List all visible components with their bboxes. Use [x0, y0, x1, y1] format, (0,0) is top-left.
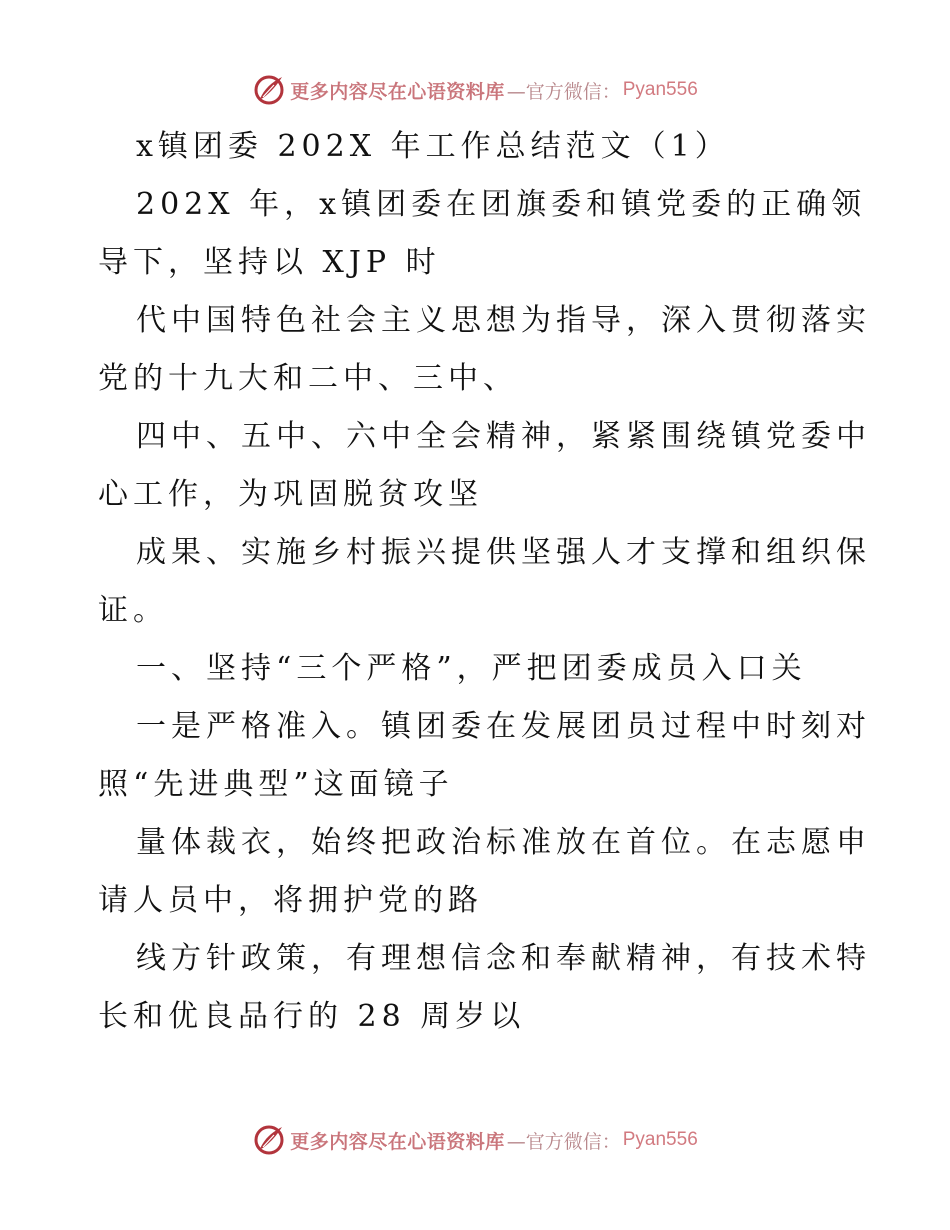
doc-line: 导下，坚持以 XJP 时: [98, 245, 441, 280]
doc-line: 证。: [98, 593, 168, 628]
doc-line: 线方针政策，有理想信念和奉献精神，有技术特: [136, 941, 871, 976]
doc-line: 202X 年，x镇团委在团旗委和镇党委的正确领: [136, 187, 867, 222]
header-watermark: [0, 68, 950, 112]
doc-title: x镇团委 202X 年工作总结范文（1）: [136, 129, 730, 164]
feather-pen-logo-icon: [252, 1123, 286, 1157]
doc-line: 长和优良品行的 28 周岁以: [98, 999, 526, 1034]
doc-line: 请人员中，将拥护党的路: [98, 883, 483, 918]
doc-line: 一是严格准入。镇团委在发展团员过程中时刻对: [136, 709, 871, 744]
watermark-sub-text: —官方微信：: [506, 1130, 621, 1153]
watermark-wechat-id: Pyan556: [622, 1129, 698, 1150]
doc-line: 心工作，为巩固脱贫攻坚: [98, 477, 483, 512]
watermark-main-text: 更多内容尽在心语资料库: [290, 1130, 505, 1153]
feather-pen-logo-icon: [252, 73, 286, 107]
doc-line: 四中、五中、六中全会精神，紧紧围绕镇党委中: [136, 419, 871, 454]
doc-line: 量体裁衣，始终把政治标准放在首位。在志愿申: [136, 825, 871, 860]
watermark-sub-text: —官方微信：: [506, 80, 621, 103]
doc-line: 照“先进典型”这面镜子: [98, 767, 454, 802]
doc-line: 党的十九大和二中、三中、: [98, 361, 518, 396]
doc-line: 代中国特色社会主义思想为指导，深入贯彻落实: [136, 303, 871, 338]
doc-line: 成果、实施乡村振兴提供坚强人才支撑和组织保: [136, 535, 871, 570]
watermark-wechat-id: Pyan556: [622, 79, 698, 100]
watermark-main-text: 更多内容尽在心语资料库: [290, 80, 505, 103]
footer-watermark: [0, 1118, 950, 1162]
section-heading: 一、坚持“三个严格”，严把团委成员入口关: [136, 651, 807, 686]
